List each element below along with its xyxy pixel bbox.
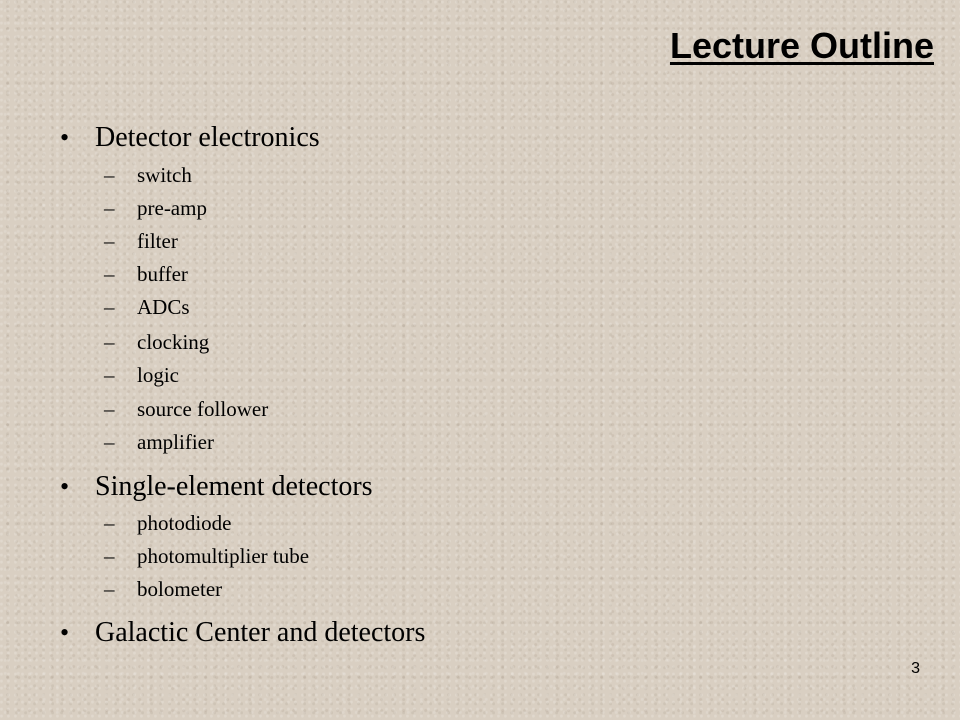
sub-item xyxy=(104,576,222,602)
dash-marker: – xyxy=(104,295,115,319)
sub-item xyxy=(104,362,179,388)
page-number: 3 xyxy=(911,660,920,677)
sub-item-label: photodiode xyxy=(137,511,232,535)
sub-item xyxy=(104,429,214,455)
sub-item xyxy=(104,543,309,569)
bullet-single-element-detectors xyxy=(60,470,373,504)
bullet-detector-electronics xyxy=(60,121,320,155)
slide-title: Lecture Outline xyxy=(669,25,934,66)
dash-marker: – xyxy=(104,330,115,354)
sub-item xyxy=(104,162,192,188)
sub-item xyxy=(104,261,188,287)
sub-item xyxy=(104,329,209,355)
dash-marker: – xyxy=(104,262,115,286)
sub-item-label: buffer xyxy=(137,262,188,286)
sub-item-label: ADCs xyxy=(137,295,190,319)
sub-item-label: pre-amp xyxy=(137,196,207,220)
bullet-marker: • xyxy=(60,123,70,152)
sub-item-label: filter xyxy=(137,229,178,253)
dash-marker: – xyxy=(104,163,115,187)
sub-item-label: clocking xyxy=(137,330,210,354)
sub-item-label: source follower xyxy=(137,397,269,421)
bullet-label: Galactic Center and detectors xyxy=(95,617,426,648)
bullet-label: Single-element detectors xyxy=(95,471,373,502)
sub-item-label: amplifier xyxy=(137,430,214,454)
dash-marker: – xyxy=(104,577,115,601)
bullet-marker: • xyxy=(60,472,70,501)
dash-marker: – xyxy=(104,544,115,568)
sub-item xyxy=(104,195,207,221)
sub-item xyxy=(104,294,190,320)
dash-marker: – xyxy=(104,511,115,535)
dash-marker: – xyxy=(104,363,115,387)
sub-item-label: switch xyxy=(137,163,192,187)
bullet-label: Detector electronics xyxy=(95,122,320,153)
sub-item xyxy=(104,510,232,536)
dash-marker: – xyxy=(104,229,115,253)
dash-marker: – xyxy=(104,397,115,421)
dash-marker: – xyxy=(104,430,115,454)
sub-item xyxy=(104,228,178,254)
sub-item-label: photomultiplier tube xyxy=(137,544,310,568)
sub-item-label: bolometer xyxy=(137,577,223,601)
sub-item xyxy=(104,396,268,422)
bullet-galactic-center xyxy=(60,616,425,650)
bullet-marker: • xyxy=(60,618,70,647)
sub-item-label: logic xyxy=(137,363,179,387)
dash-marker: – xyxy=(104,196,115,220)
